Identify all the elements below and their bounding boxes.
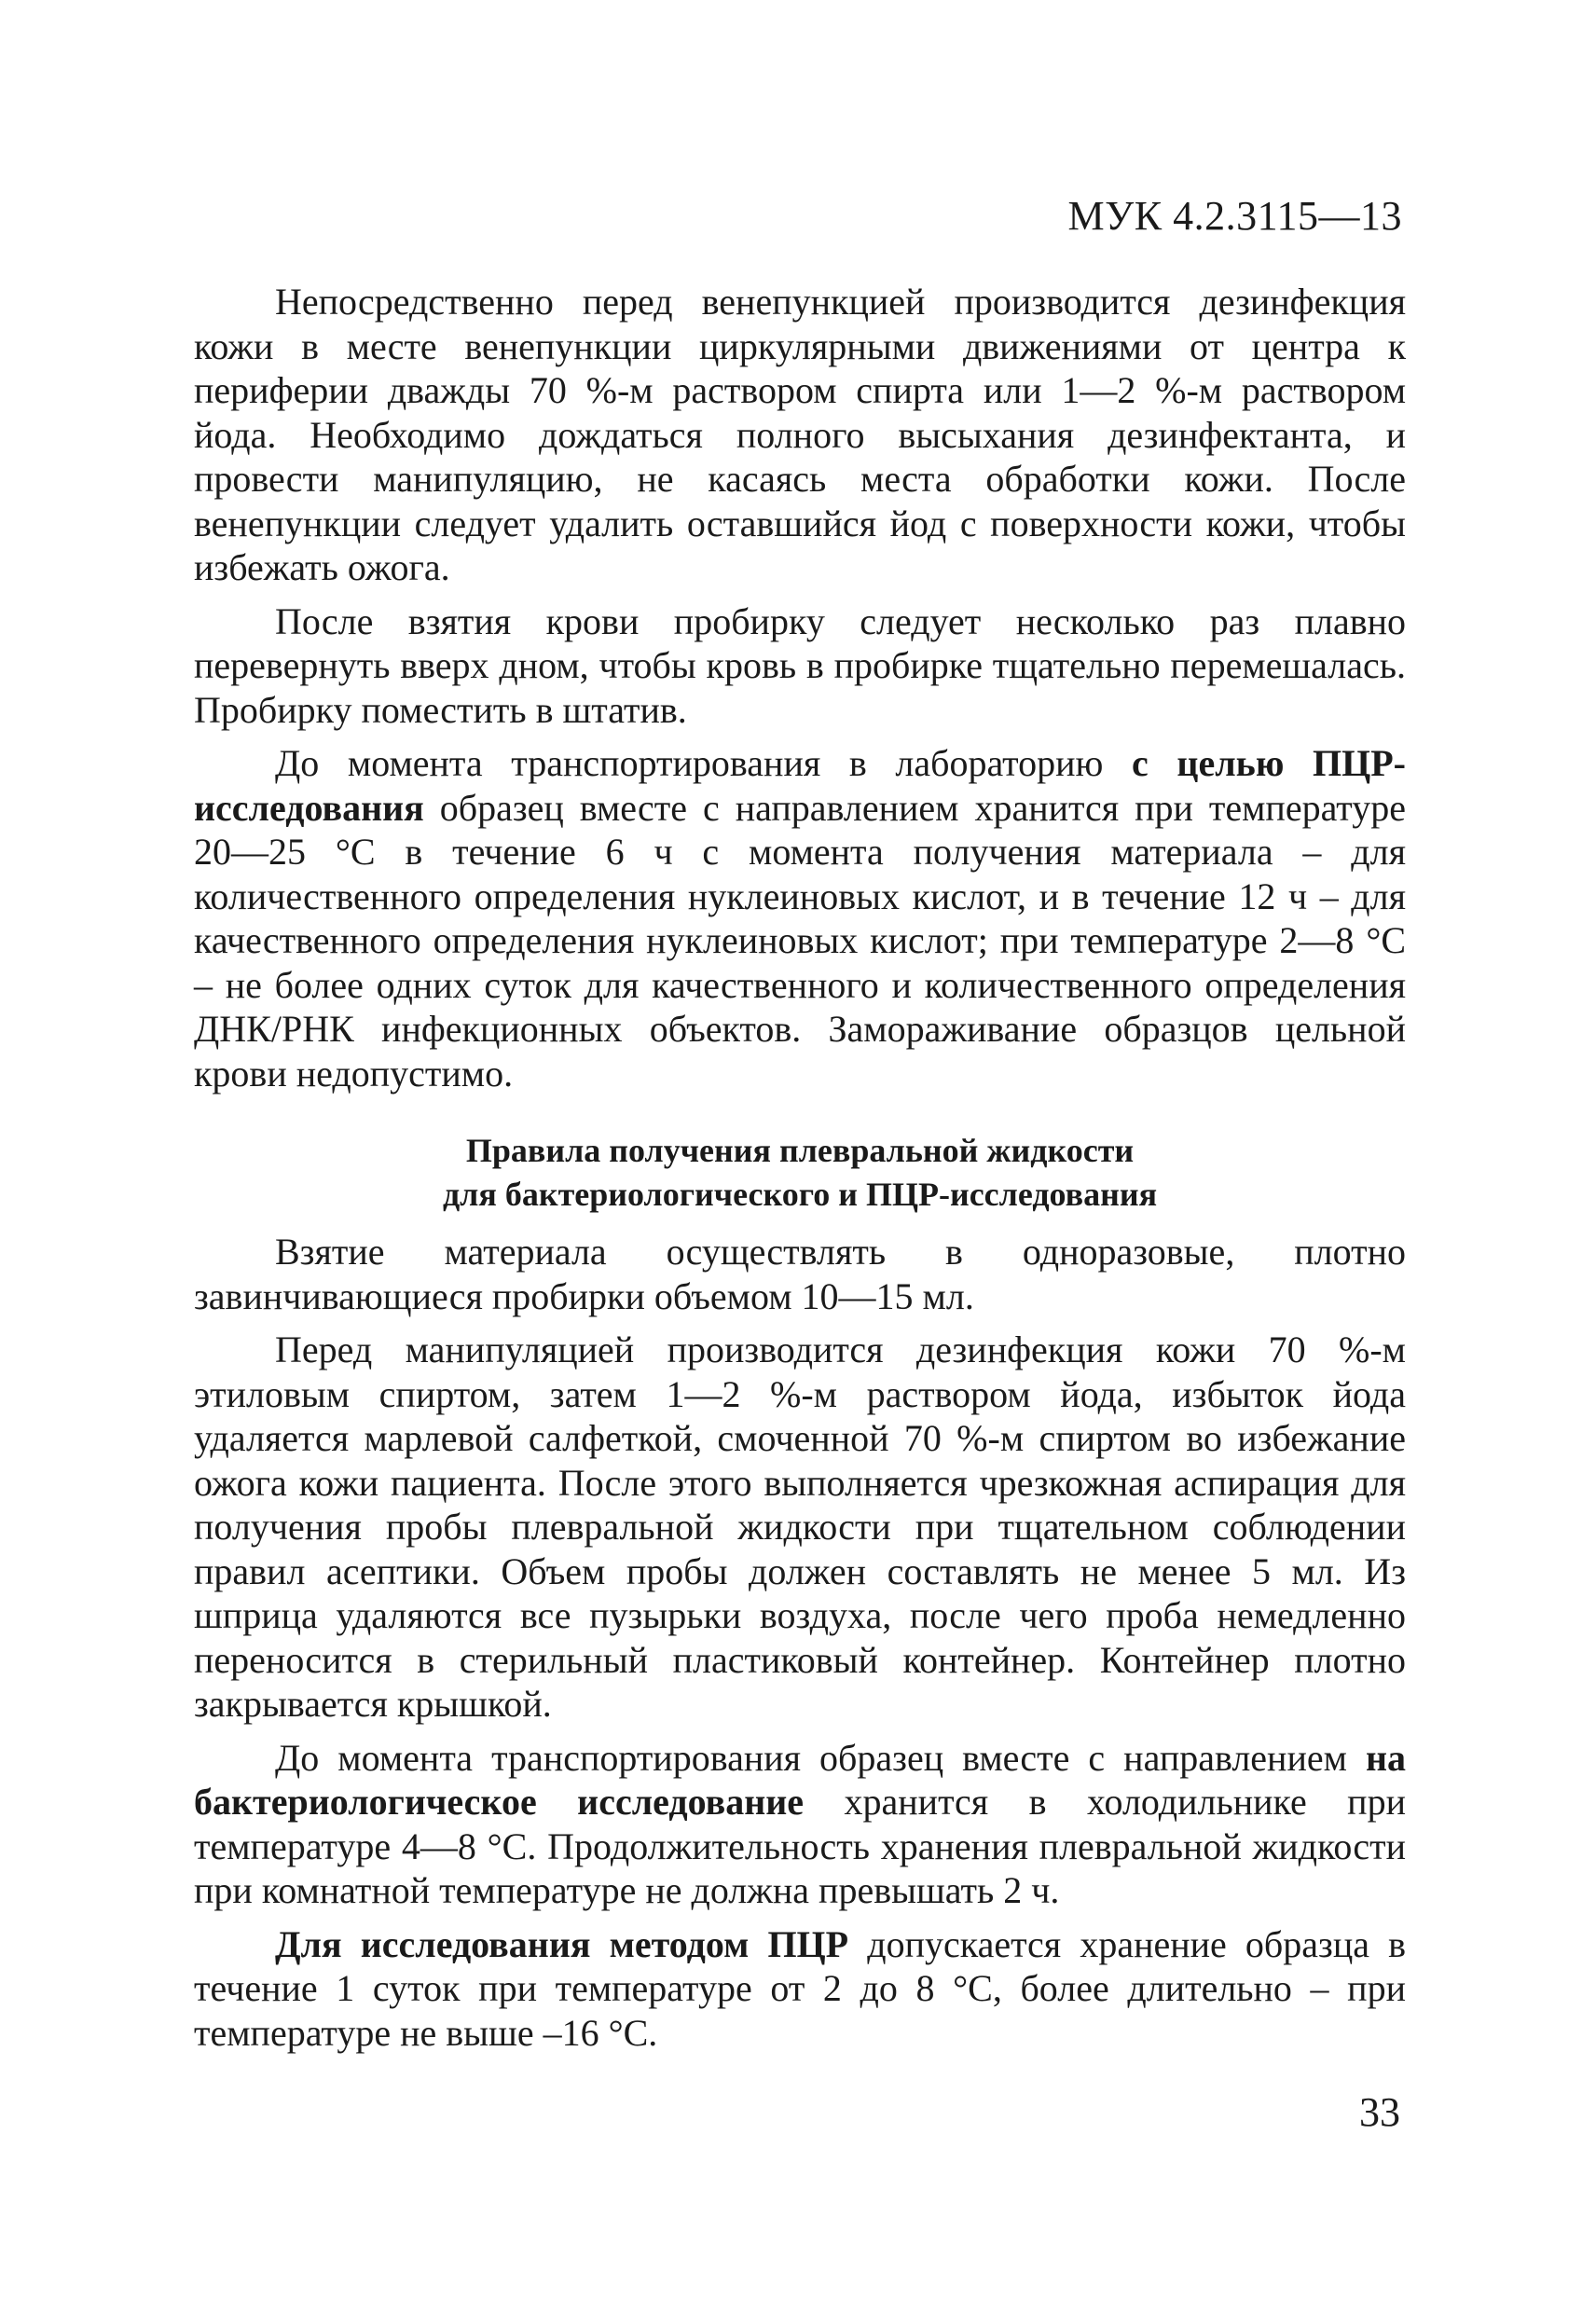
section-heading-line: для бактериологического и ПЦР-исследования — [442, 1176, 1158, 1213]
emphasis-text: Для исследования методом ПЦР — [275, 1922, 849, 1965]
document-body — [194, 280, 1406, 2064]
paragraph-text: До момента транспортирования в лабораторию — [275, 742, 1133, 784]
paragraph-blood-storage — [194, 741, 1406, 1095]
paragraph-bacteriology-storage — [194, 1736, 1406, 1913]
paragraph-text: допускается хранение образца в течение 1 суток при температуре от 2 до 8 °С, более длительно – при температуре не выше –16 °С. — [194, 1922, 1406, 2054]
paragraph-tube-collection: Взятие материала осуществлять в одноразовые, плотно завинчивающиеся пробирки объемом 10—15 мл. — [194, 1231, 1406, 1317]
emphasis-text: с целью ПЦР-исследования — [194, 742, 1406, 829]
paragraph-tube-mixing: После взятия крови пробирку следует несколько раз плавно перевернуть вверх дном, чтобы кровь в пробирке тщательно перемешалась. Пробирку поместить в штатив. — [194, 599, 1406, 731]
page-number: 33 — [1359, 2089, 1400, 2135]
emphasis-text: на бактериологическое исследование — [194, 1736, 1406, 1823]
paragraph-disinfection: Непосредственно перед венепункцией производится дезинфекция кожи в месте венепункции циркулярными движениями от центра к периферии дважды 70 %-м раствором спирта или 1—2 %-м раствором йода. Необходимо дождаться полного высыхания дезинфектанта, и провести манипуляцию, не касаясь места обработки кожи. После венепункции следует удалить оставшийся йод с поверхности кожи, чтобы избежать ожога. — [194, 281, 1406, 588]
paragraph-aspiration: Перед манипуляцией производится дезинфекция кожи 70 %-м этиловым спиртом, затем 1—2 %-м раствором йода, избыток йода удаляется марлевой салфеткой, смоченной 70 %-м спиртом во избежание ожога кожи пациента. После этого выполняется чрезкожная аспирация для получения пробы плевральной жидкости при тщательном соблюдении правил асептики. Объем пробы должен составлять не менее 5 мл. Из шприца удаляются все пузырьки воздуха, после чего проба немедленно переносится в стерильный пластиковый контейнер. Контейнер плотно закрывается крышкой. — [194, 1329, 1406, 1725]
section-heading — [194, 1129, 1406, 1217]
paragraph-text: До момента транспортирования образец вместе с направлением — [275, 1736, 1366, 1779]
paragraph-text: хранится в холодильнике при температуре 4—8 °С. Продолжительность хранения плевральной жидкости при комнатной температуре не должна превышать 2 ч. — [194, 1781, 1406, 1911]
paragraph-text: образец вместе с направлением хранится при температуре 20—25 °С в течение 6 ч с момента получения материала – для количественного определения нуклеиновых кислот, и в течение 12 ч – для качественного определения нуклеиновых кислот; при температуре 2—8 °С – не более одних суток для качественного и количественного определения ДНК/РНК инфекционных объектов. Замораживание образцов цельной крови недопустимо. — [194, 786, 1406, 1095]
paragraph-pcr-storage — [194, 1922, 1406, 2056]
document-code: МУК 4.2.3115—13 — [1067, 193, 1402, 239]
section-heading-line: Правила получения плевральной жидкости — [465, 1132, 1135, 1169]
